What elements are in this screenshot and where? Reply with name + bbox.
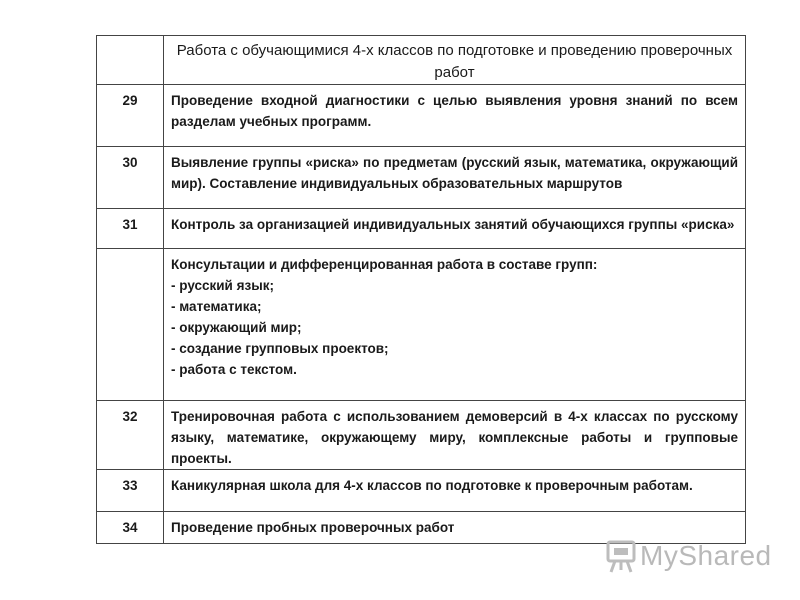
list-item: - работа с текстом. [171,362,297,377]
row-text: Тренировочная работа с использованием демоверсий в 4-х классах по русскому языку, математике, окружающему миру, комплексные работы и групповые проекты. [164,401,746,470]
list-item: - русский язык; [171,278,274,293]
row-number [97,249,164,401]
watermark-text: MyShared [640,540,772,571]
row-number: 33 [97,470,164,512]
watermark [606,536,772,576]
row-text: Каникулярная школа для 4-х классов по подготовке к проверочным работам. [164,470,746,512]
table-row [97,470,746,512]
table-row [97,249,746,401]
table-title: Работа с обучающимися 4-х классов по подготовке и проведению проверочных работ [164,36,746,85]
row-text-list [164,249,746,401]
presentation-board-icon [606,539,636,573]
row-number: 29 [97,85,164,147]
table-title-row [97,36,746,85]
table-row [97,401,746,470]
row-number: 32 [97,401,164,470]
list-item: - математика; [171,299,262,314]
row-number: 31 [97,209,164,249]
table-row [97,147,746,209]
list-item: - окружающий мир; [171,320,302,335]
row-text: Контроль за организацией индивидуальных занятий обучающихся группы «риска» [164,209,746,249]
table-row [97,209,746,249]
row-text: Проведение пробных проверочных работ [164,512,746,544]
empty-num-cell [97,36,164,85]
table-row [97,85,746,147]
row-number: 34 [97,512,164,544]
plan-table [96,35,746,544]
list-item: - создание групповых проектов; [171,341,389,356]
row-number: 30 [97,147,164,209]
row-text: Проведение входной диагностики с целью выявления уровня знаний по всем разделам учебных программ. [164,85,746,147]
list-heading: Консультации и дифференцированная работа в составе групп: [171,257,598,272]
row-text: Выявление группы «риска» по предметам (русский язык, математика, окружающий мир). Составление индивидуальных образовательных маршрутов [164,147,746,209]
